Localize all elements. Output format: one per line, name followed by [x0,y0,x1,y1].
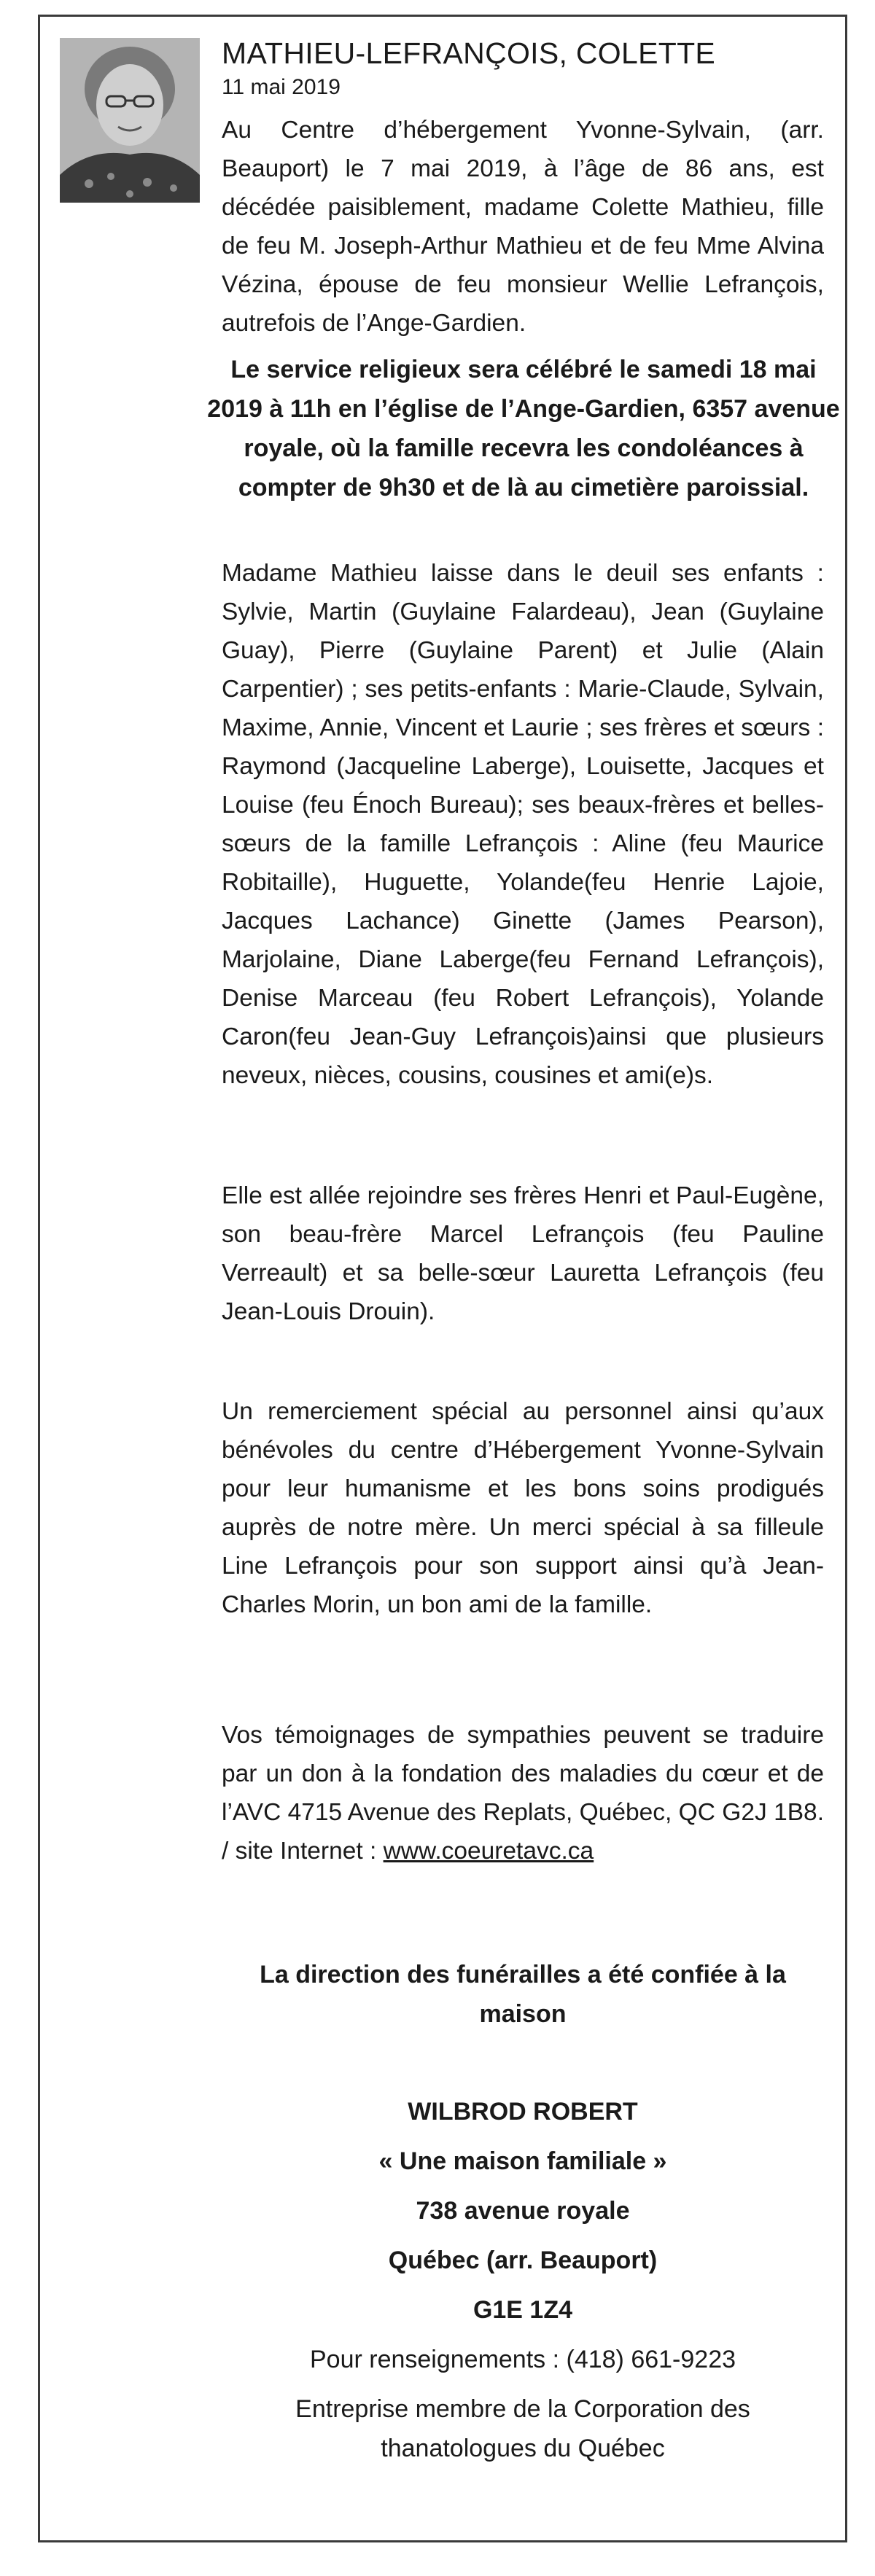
donations-paragraph [222,1716,824,1870]
funeral-home-address: 738 avenue royale [416,2197,630,2225]
portrait-photo [60,38,200,203]
funeral-home-slogan: « Une maison familiale » [378,2147,667,2175]
membership-note: Entreprise membre de la Corporation des thanatologues du Québec [295,2395,750,2462]
intro-paragraph: Au Centre d’hébergement Yvonne-Sylvain, (arr. Beauport) le 7 mai 2019, à l’âge de 86 ans, est décédée paisiblement, madame Colette Mathieu, fille de feu M. Joseph-Arthur Mathieu et de feu Mme Alvina Vézina, épouse de feu monsieur Wellie Lefrançois, autrefois de l’Ange-Gardien. [222,117,824,337]
publication-date: 11 mai 2019 [222,75,341,99]
donations-text: Vos témoignages de sympathies peuvent se traduire par un don à la fondation des maladies du cœur et de l’AVC 4715 Avenue des Replats, Québec, QC G2J 1B8. / site Internet : [222,1722,824,1865]
funeral-direction: La direction des funérailles a été confiée à la maison [260,1961,786,2028]
family-paragraph: Madame Mathieu laisse dans le deuil ses enfants : Sylvie, Martin (Guylaine Falardeau), Jean (Guylaine Guay), Pierre (Guylaine Parent) et Julie (Alain Carpentier) ; ses petits-enfants : Marie-Claude, Sylvain, Maxime, Annie, Vincent et Laurie ; ses frères et sœurs : Raymond (Jacqueline Laberge), Louisette, Jacques et Louise (feu Énoch Bureau); ses beaux-frères et belles-sœurs de la famille Lefrançois : Aline (feu Maurice Robitaille), Huguette, Yolande(feu Henrie Lajoie, Jacques Lachance) Ginette (James Pearson), Marjolaine, Diane Laberge(feu Fernand Lefrançois), Denise Marceau (feu Robert Lefrançois), Yolande Caron(feu Jean-Guy Lefrançois)ainsi que plusieurs neveux, nièces, cousins, cousines et ami(e)s. [222,560,824,1089]
funeral-home-postal: G1E 1Z4 [472,2296,573,2324]
info-phone: Pour renseignements : (418) 661-9223 [309,2346,736,2373]
thanks-paragraph: Un remerciement spécial au personnel ainsi qu’aux bénévoles du centre d’Hébergement Yvonne-Sylvain pour leur humanisme et les bons soins prodigués auprès de notre mère. Un merci spécial à sa filleule Line Lefrançois pour son support ainsi qu’à Jean-Charles Morin, un bon ami de la famille. [222,1398,824,1618]
donation-website-link[interactable]: www.coeuretavc.ca [383,1838,594,1865]
funeral-home-name: WILBROD ROBERT [408,2098,638,2126]
service-paragraph: Le service religieux sera célébré le samedi 18 mai 2019 à 11h en l’église de l’Ange-Gardien, 6357 avenue royale, où la famille recevra les condoléances à compter de 9h30 et de là au cimetière paroissial. [207,356,840,501]
predeceased-paragraph: Elle est allée rejoindre ses frères Henri et Paul-Eugène, son beau-frère Marcel Lefrançois (feu Pauline Verreault) et sa belle-sœur Lauretta Lefrançois (feu Jean-Louis Drouin). [222,1182,824,1325]
portrait-image [60,38,200,203]
funeral-home-city: Québec (arr. Beauport) [388,2247,658,2274]
deceased-name: MATHIEU-LEFRANÇOIS, COLETTE [222,36,716,70]
